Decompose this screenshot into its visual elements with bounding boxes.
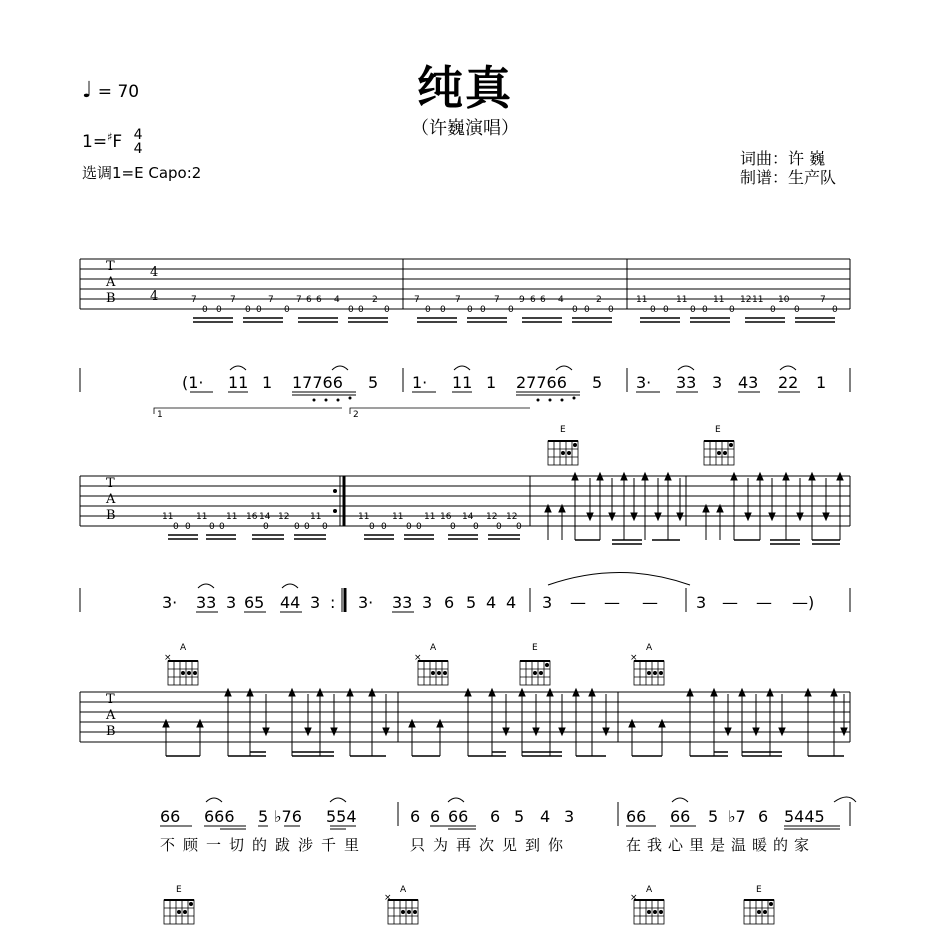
svg-text:0: 0 [440,305,446,315]
svg-text:0: 0 [663,305,669,315]
svg-text:0: 0 [770,305,776,315]
svg-text:7: 7 [268,295,274,305]
svg-text:33: 33 [676,373,697,392]
svg-text:0: 0 [384,305,390,315]
time-bottom: 4 [133,141,143,157]
svg-text:3: 3 [226,593,237,612]
svg-text:—): —) [792,593,815,612]
svg-text:—: — [570,593,586,612]
svg-text:0: 0 [348,305,354,315]
svg-text:A: A [106,492,116,507]
svg-text:—: — [604,593,620,612]
svg-text:14: 14 [462,512,474,522]
svg-text:11: 11 [452,373,473,392]
svg-text:0: 0 [516,522,522,532]
svg-text:0: 0 [690,305,696,315]
rhythm-beams-1 [193,318,835,322]
svg-text:0: 0 [416,522,422,532]
svg-text:E: E [560,425,566,435]
svg-text:11: 11 [713,295,725,305]
svg-text:×: × [384,893,392,903]
svg-text:0: 0 [406,522,412,532]
svg-text:11: 11 [424,512,436,522]
tab-measure-1 [191,295,390,315]
svg-text:3·: 3· [358,593,374,612]
svg-text:0: 0 [263,522,269,532]
svg-text:E: E [176,885,182,895]
svg-text:B: B [106,508,116,523]
svg-text:11: 11 [228,373,249,392]
svg-text:0: 0 [473,522,479,532]
jianpu-measure-5 [358,593,516,612]
jianpu-measure-6 [542,593,658,612]
key-note: F [112,132,123,152]
svg-text:65: 65 [244,593,265,612]
svg-text:44: 44 [280,593,301,612]
svg-text:0: 0 [209,522,215,532]
svg-text:6: 6 [306,295,312,305]
svg-text:11: 11 [358,512,370,522]
svg-text:0: 0 [508,305,514,315]
tab-measure-5 [358,512,522,532]
svg-text:4: 4 [486,593,497,612]
svg-text:4: 4 [540,807,551,826]
lyric-phrase-3: 在我心里是温暖的家 [626,836,816,854]
svg-text:11: 11 [636,295,648,305]
quarter-note-icon: ♩ [82,78,93,103]
svg-text:1: 1 [486,373,497,392]
svg-text:3·: 3· [162,593,178,612]
chord-diagram-e-4 [164,885,194,924]
svg-text:6: 6 [430,807,441,826]
svg-text:12: 12 [506,512,518,522]
song-subtitle: （许巍演唱） [411,118,519,139]
svg-text:×: × [414,653,422,663]
svg-text:0: 0 [496,522,502,532]
svg-text:0: 0 [358,305,364,315]
svg-text:B: B [106,724,116,739]
svg-text:12: 12 [278,512,290,522]
chord-diagram-e-2 [704,425,734,465]
key-prefix: 1= [82,132,108,152]
svg-text:0: 0 [322,522,328,532]
svg-text:22: 22 [778,373,799,392]
svg-text:A: A [430,643,437,653]
svg-text:11: 11 [162,512,174,522]
svg-text:T: T [106,259,115,274]
svg-text:6: 6 [410,807,421,826]
chord-diagram-e-1 [548,425,578,465]
jianpu-measure-1 [182,373,378,392]
jianpu-measure-7 [696,593,814,612]
jianpu-measure-8 [160,807,357,826]
svg-text:0: 0 [467,305,473,315]
svg-text:0: 0 [425,305,431,315]
svg-text:3: 3 [712,373,723,392]
svg-text:3: 3 [542,593,553,612]
svg-text:—: — [722,593,738,612]
svg-text:7: 7 [296,295,302,305]
svg-text:4: 4 [150,265,159,280]
svg-text:16: 16 [246,512,258,522]
svg-text:0: 0 [219,522,225,532]
song-title: 纯真 [417,61,513,115]
svg-text:A: A [646,643,653,653]
lyric-phrase-1: 不顾一切的跋涉千里 [160,836,368,854]
svg-text:16: 16 [440,512,452,522]
svg-text:0: 0 [608,305,614,315]
svg-text:0: 0 [584,305,590,315]
svg-text:0: 0 [256,305,262,315]
svg-text:1: 1 [816,373,827,392]
svg-text:3: 3 [564,807,575,826]
svg-text:9: 9 [519,295,525,305]
svg-text:3·: 3· [636,373,652,392]
jianpu-lower-dots-1 [313,397,576,402]
chord-diagram-e-5 [744,885,774,924]
jianpu-measure-2 [412,373,602,392]
svg-text:66: 66 [670,807,691,826]
svg-text:0: 0 [572,305,578,315]
svg-text:12: 12 [740,295,752,305]
time-top: 4 [133,127,143,143]
svg-text:5445: 5445 [784,807,825,826]
svg-text:10: 10 [778,295,790,305]
svg-text:5: 5 [708,807,719,826]
tempo-value: = 70 [97,82,140,102]
svg-text:0: 0 [245,305,251,315]
svg-text:4: 4 [150,289,159,304]
svg-text:0: 0 [794,305,800,315]
svg-text:17766: 17766 [292,373,343,392]
volta-1-label: 1 [157,410,163,420]
tab-clef-3 [105,692,116,739]
lyrics-line-1 [160,836,815,854]
svg-text:T: T [106,476,115,491]
svg-text:4: 4 [558,295,564,305]
svg-text:4: 4 [334,295,340,305]
chord-diagram-a-5 [630,885,664,924]
tab-measure-3 [636,295,838,315]
svg-text:0: 0 [650,305,656,315]
svg-text:33: 33 [392,593,413,612]
tab-time-signature [150,265,158,304]
svg-text:E: E [715,425,721,435]
svg-text:7: 7 [455,295,461,305]
svg-text:11: 11 [392,512,404,522]
jianpu-measure-4 [162,593,335,612]
svg-text:7: 7 [191,295,197,305]
volta-2-label: 2 [353,410,359,420]
svg-text::: : [330,593,336,612]
tab-clef-1 [105,259,116,306]
tab-staff-3 [80,692,850,742]
chord-diagram-a-2 [414,643,448,685]
sharp-icon: ♯ [107,130,113,144]
svg-text:(1·: (1· [182,373,204,392]
svg-text:0: 0 [173,522,179,532]
svg-text:11: 11 [676,295,688,305]
svg-text:4: 4 [506,593,517,612]
svg-text:5: 5 [514,807,525,826]
svg-text:1: 1 [262,373,273,392]
svg-text:5: 5 [368,373,379,392]
svg-text:0: 0 [702,305,708,315]
lyric-phrase-2: 只为再次见到你 [410,836,572,854]
chord-diagram-a-4 [384,885,418,924]
svg-text:E: E [756,885,762,895]
svg-text:666: 666 [204,807,235,826]
tab-clef-2 [105,476,116,523]
jianpu-measure-10 [626,807,825,826]
tab-measure-4 [162,512,328,532]
svg-text:×: × [164,653,172,663]
svg-text:A: A [400,885,407,895]
svg-text:A: A [180,643,187,653]
svg-text:11: 11 [752,295,764,305]
svg-text:6: 6 [540,295,546,305]
svg-text:7: 7 [414,295,420,305]
rhythm-beams-2 [168,535,840,544]
svg-text:3: 3 [696,593,707,612]
svg-text:×: × [630,893,638,903]
svg-text:66: 66 [448,807,469,826]
svg-text:6: 6 [444,593,455,612]
tab-measure-2 [414,295,614,315]
svg-text:A: A [106,708,116,723]
svg-text:0: 0 [294,522,300,532]
svg-text:11: 11 [226,512,238,522]
svg-text:7: 7 [494,295,500,305]
svg-text:A: A [646,885,653,895]
arranger: 制谱：生产队 [740,168,837,187]
svg-text:6: 6 [316,295,322,305]
svg-text:6: 6 [490,807,501,826]
svg-text:0: 0 [202,305,208,315]
svg-text:0: 0 [832,305,838,315]
svg-text:3: 3 [310,593,321,612]
svg-text:5: 5 [592,373,603,392]
capo-info: 选调1=E Capo:2 [82,164,202,182]
svg-text:2: 2 [372,295,378,305]
svg-text:43: 43 [738,373,759,392]
svg-text:A: A [106,275,116,290]
svg-text:27766: 27766 [516,373,567,392]
chord-diagram-a-3 [630,643,664,685]
svg-text:2: 2 [596,295,602,305]
svg-text:0: 0 [480,305,486,315]
volta-brackets [154,408,530,414]
svg-text:0: 0 [729,305,735,315]
lyricist: 词曲：许 巍 [740,149,826,168]
jianpu-measure-9 [410,807,574,826]
chord-diagram-e-3 [520,643,550,685]
svg-text:0: 0 [284,305,290,315]
svg-text:0: 0 [304,522,310,532]
svg-text:3: 3 [422,593,433,612]
svg-text:T: T [106,692,115,707]
svg-text:66: 66 [160,807,181,826]
svg-text:14: 14 [259,512,271,522]
svg-text:66: 66 [626,807,647,826]
svg-text:B: B [106,291,116,306]
svg-text:5: 5 [258,807,269,826]
svg-text:0: 0 [369,522,375,532]
svg-text:—: — [756,593,772,612]
svg-text:E: E [532,643,538,653]
svg-text:554: 554 [326,807,357,826]
svg-text:0: 0 [185,522,191,532]
svg-text:1·: 1· [412,373,428,392]
svg-text:×: × [630,653,638,663]
svg-text:33: 33 [196,593,217,612]
chord-diagram-a-1 [164,643,198,685]
svg-text:5: 5 [466,593,477,612]
svg-text:♭7: ♭7 [728,807,746,826]
svg-text:♭76: ♭76 [274,807,302,826]
svg-text:11: 11 [310,512,322,522]
svg-text:0: 0 [216,305,222,315]
svg-text:7: 7 [230,295,236,305]
repeat-dots [333,489,337,513]
svg-text:12: 12 [486,512,498,522]
svg-text:—: — [642,593,658,612]
svg-text:0: 0 [450,522,456,532]
svg-text:0: 0 [381,522,387,532]
svg-text:7: 7 [820,295,826,305]
jianpu-measure-3 [636,373,826,392]
svg-text:11: 11 [196,512,208,522]
svg-text:6: 6 [530,295,536,305]
svg-text:6: 6 [758,807,769,826]
